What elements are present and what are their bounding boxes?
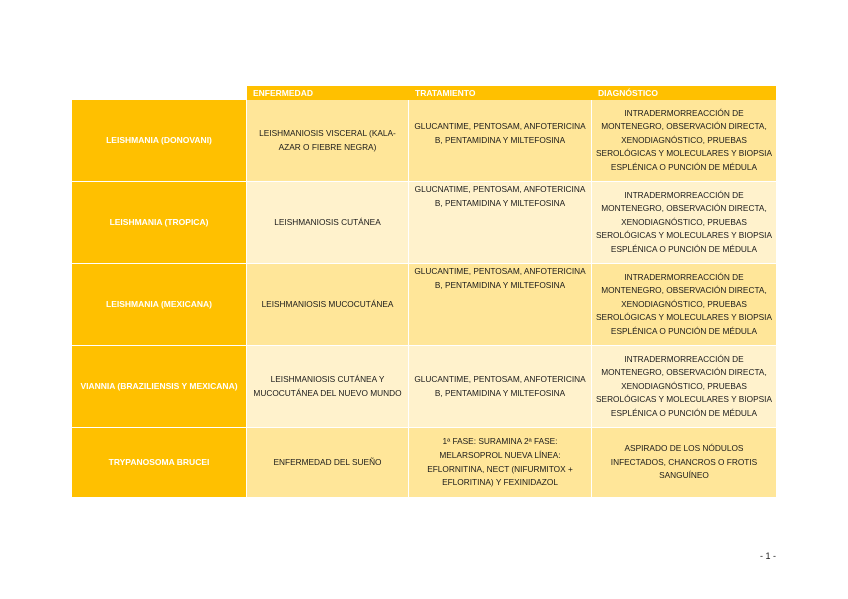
table-row — [72, 100, 776, 182]
disease-table — [72, 86, 776, 498]
treatment-cell — [409, 182, 592, 264]
organism-cell: LEISHMANIA (TROPICA) — [72, 182, 247, 264]
diagnosis-cell: INTRADERMORREACCIÓN DE MONTENEGRO, OBSERVACIÓN DIRECTA, XENODIAGNÓSTICO, PRUEBAS SEROLÓGICAS Y MOLECULARES Y BIOPSIA ESPLÉNICA O PUNCIÓN DE MÉDULA — [592, 182, 776, 264]
disease-cell: ENFERMEDAD DEL SUEÑO — [247, 428, 409, 498]
organism-cell: LEISHMANIA (DONOVANI) — [72, 100, 247, 182]
organism-cell: TRYPANOSOMA BRUCEI — [72, 428, 247, 498]
treatment-cell: 1ª FASE: SURAMINA 2ª FASE: MELARSOPROL NUEVA LÍNEA: EFLORNITINA, NECT (NIFURMITOX + EFLORITINA) Y FEXINIDAZOL — [409, 428, 592, 498]
disease-cell: LEISHMANIOSIS MUCOCUTÁNEA — [247, 264, 409, 346]
page-number: - 1 - — [759, 551, 776, 561]
treatment-cell: GLUCANTIME, PENTOSAM, ANFOTERICINA B, PENTAMIDINA Y MILTEFOSINA — [409, 346, 592, 428]
treatment-text: GLUCNATIME, PENTOSAM, ANFOTERICINA B, PENTAMIDINA Y MILTEFOSINA — [414, 184, 586, 208]
organism-cell: LEISHMANIA (MEXICANA) — [72, 264, 247, 346]
table-row — [72, 264, 776, 346]
table-row — [72, 428, 776, 498]
treatment-text: GLUCANTIME, PENTOSAM, ANFOTERICINA B, PENTAMIDINA Y MILTEFOSINA — [414, 121, 586, 145]
disease-cell: LEISHMANIOSIS CUTÁNEA — [247, 182, 409, 264]
organism-cell: VIANNIA (BRAZILIENSIS Y MEXICANA) — [72, 346, 247, 428]
table-header-row — [72, 86, 776, 100]
diagnosis-cell: INTRADERMORREACCIÓN DE MONTENEGRO, OBSERVACIÓN DIRECTA, XENODIAGNÓSTICO, PRUEBAS SEROLÓGICAS Y MOLECULARES Y BIOPSIA ESPLÉNICA O PUNCIÓN DE MÉDULA — [592, 100, 776, 182]
disease-cell: LEISHMANIOSIS VISCERAL (KALA-AZAR O FIEBRE NEGRA) — [247, 100, 409, 182]
header-diagnostico: DIAGNÓSTICO — [592, 86, 776, 100]
diagnosis-cell: INTRADERMORREACCIÓN DE MONTENEGRO, OBSERVACIÓN DIRECTA, XENODIAGNÓSTICO, PRUEBAS SEROLÓGICAS Y MOLECULARES Y BIOPSIA ESPLÉNICA O PUNCIÓN DE MÉDULA — [592, 346, 776, 428]
diagnosis-cell: INTRADERMORREACCIÓN DE MONTENEGRO, OBSERVACIÓN DIRECTA, XENODIAGNÓSTICO, PRUEBAS SEROLÓGICAS Y MOLECULARES Y BIOPSIA ESPLÉNICA O PUNCIÓN DE MÉDULA — [592, 264, 776, 346]
table-row — [72, 182, 776, 264]
treatment-cell — [409, 100, 592, 182]
treatment-text: GLUCANTIME, PENTOSAM, ANFOTERICINA B, PENTAMIDINA Y MILTEFOSINA — [414, 266, 586, 290]
header-tratamiento: TRATAMIENTO — [409, 86, 592, 100]
header-enfermedad: ENFERMEDAD — [247, 86, 409, 100]
header-blank-cell — [72, 86, 247, 100]
diagnosis-cell: ASPIRADO DE LOS NÓDULOS INFECTADOS, CHANCROS O FROTIS SANGUÍNEO — [592, 428, 776, 498]
treatment-cell — [409, 264, 592, 346]
disease-cell: LEISHMANIOSIS CUTÁNEA Y MUCOCUTÁNEA DEL NUEVO MUNDO — [247, 346, 409, 428]
table-row — [72, 346, 776, 428]
